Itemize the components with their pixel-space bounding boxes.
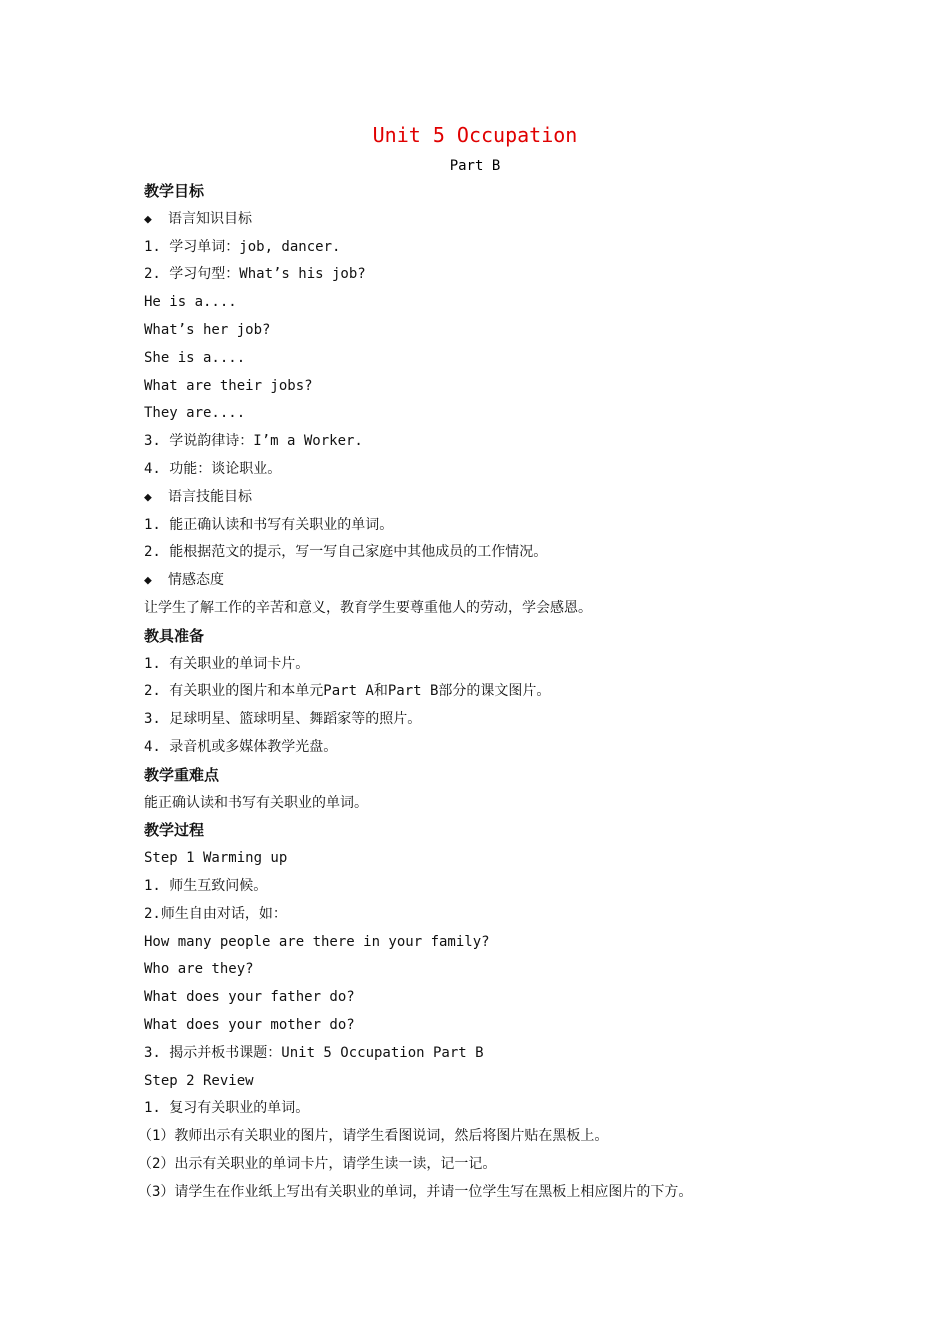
text-line: She is a....	[144, 349, 246, 366]
text-line: （3）请学生在作业纸上写出有关职业的单词，并请一位学生写在黑板上相应图片的下方。	[138, 1183, 693, 1200]
text-line: What does your father do?	[144, 989, 355, 1006]
text-line: Who are they?	[144, 961, 254, 978]
text-line: 1. 复习有关职业的单词。	[144, 1100, 310, 1117]
section-heading: 教学过程	[144, 821, 205, 840]
subsection-heading	[144, 484, 824, 512]
document-subtitle: Part B	[449, 158, 501, 174]
text-line: 2.师生自由对话，如：	[144, 905, 287, 922]
text-line: What’s her job?	[144, 321, 271, 338]
text-line: 3. 足球明星、篮球明星、舞蹈家等的照片。	[144, 711, 422, 728]
text-line: （2）出示有关职业的单词卡片，请学生读一读，记一记。	[138, 1155, 497, 1172]
text-line: 3. 揭示并板书课题：Unit 5 Occupation Part B	[144, 1044, 484, 1061]
text-line: What are their jobs?	[144, 377, 313, 394]
text-line: They are....	[144, 405, 246, 422]
text-line: He is a....	[144, 294, 237, 311]
subsection-heading	[144, 206, 824, 234]
diamond-bullet-icon: ◆	[144, 211, 152, 227]
section-heading: 教学重难点	[144, 765, 220, 784]
text-line: （1）教师出示有关职业的图片，请学生看图说词，然后将图片贴在黑板上。	[138, 1128, 609, 1145]
subsection-label: 语言知识目标	[168, 210, 252, 227]
diamond-bullet-icon: ◆	[144, 489, 152, 505]
text-line: 1. 有关职业的单词卡片。	[144, 655, 310, 672]
diamond-bullet-icon: ◆	[144, 573, 152, 589]
text-line: 1. 学习单词：job, dancer.	[144, 238, 341, 255]
section-heading: 教学目标	[144, 182, 205, 200]
subsection-heading	[144, 567, 824, 595]
text-line: 4. 功能：谈论职业。	[144, 460, 282, 477]
text-line: 4. 录音机或多媒体教学光盘。	[144, 738, 338, 755]
text-line: 让学生了解工作的辛苦和意义，教育学生要尊重他人的劳动，学会感恩。	[144, 599, 592, 616]
text-line: 2. 学习句型：What’s his job?	[144, 266, 366, 283]
text-line: 3. 学说韵律诗：I’m a Worker.	[144, 433, 363, 450]
text-line: 2. 能根据范文的提示，写一写自己家庭中其他成员的工作情况。	[144, 544, 548, 561]
text-line: How many people are there in your family?	[144, 933, 490, 950]
text-line: 2. 有关职业的图片和本单元Part A和Part B部分的课文图片。	[144, 683, 551, 700]
text-line: Step 2 Review	[144, 1072, 254, 1089]
text-line: Step 1 Warming up	[144, 850, 288, 867]
text-line: 能正确认读和书写有关职业的单词。	[144, 794, 368, 811]
document-title: Unit 5 Occupation	[372, 123, 578, 147]
text-line: 1. 能正确认读和书写有关职业的单词。	[144, 516, 394, 533]
section-heading: 教具准备	[144, 626, 205, 645]
text-line: What does your mother do?	[144, 1016, 355, 1033]
subsection-label: 语言技能目标	[168, 488, 252, 505]
text-line: 1. 师生互致问候。	[144, 877, 268, 894]
subsection-label: 情感态度	[168, 572, 224, 589]
document-body	[138, 178, 824, 1206]
